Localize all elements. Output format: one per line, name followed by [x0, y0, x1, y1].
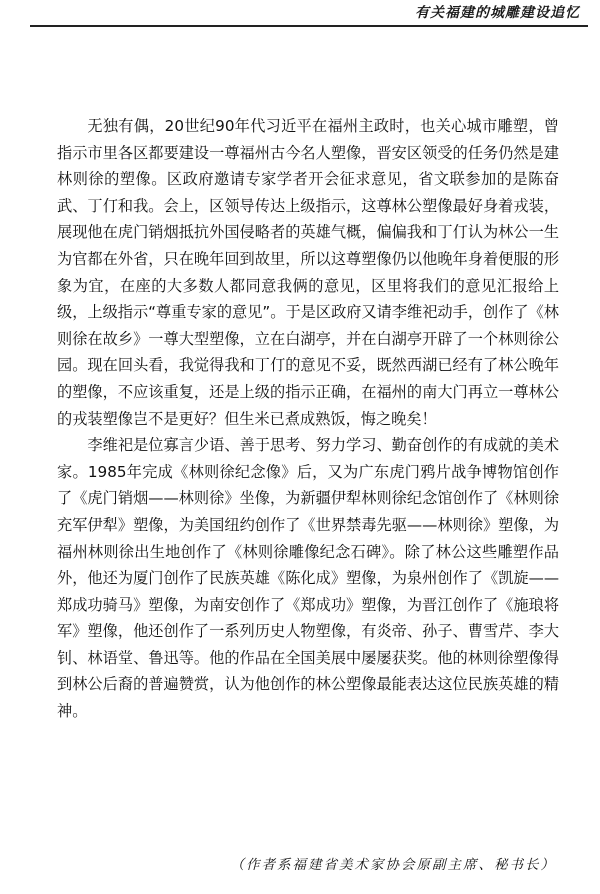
author-note: （作者系福建省美术家协会原副主席、秘书长）	[230, 857, 556, 873]
header-rule	[30, 25, 588, 27]
paragraph-1: 无独有偶，20世纪90年代习近平在福州主政时，也关心城市雕塑，曾指示市里各区都要建设一尊福州古今名人塑像，晋安区领受的任务仍然是建林则徐的塑像。区政府邀请专家学者开会征求意见，省文联参加的是陈奋武、丁仃和我。会上，区领导传达上级指示，这尊林公塑像最好身着戎装，展现他在虎门销烟抵抗外国侵略者的英雄气概，偏偏我和丁仃认为林公一生为官都在外省，只在晚年回到故里，所以这尊塑像仍以他晚年身着便服的形象为宜，在座的大多数人都同意我俩的意见，区里将我们的意见汇报给上级，上级指示“尊重专家的意见”。于是区政府又请李维祀动手，创作了《林则徐在故乡》一尊大型塑像，立在白湖亭，并在白湖亭开辟了一个林则徐公园。现在回头看，我觉得我和丁仃的意见不妥，既然西湖已经有了林公晚年的塑像，不应该重复，还是上级的指示正确，在福州的南大门再立一尊林公的戎装塑像岂不是更好？但生米已煮成熟饭，悔之晚矣！	[57, 117, 559, 428]
article-body	[57, 113, 559, 725]
running-header-title: 有关福建的城雕建设追忆	[415, 5, 580, 21]
paragraph-2: 李维祀是位寡言少语、善于思考、努力学习、勤奋创作的有成就的美术家。1985年完成《林则徐纪念像》后，又为广东虎门鸦片战争博物馆创作了《虎门销烟——林则徐》坐像，为新疆伊犁林则徐纪念馆创作了《林则徐充军伊犁》塑像，为美国纽约创作了《世界禁毒先驱——林则徐》塑像，为福州林则徐出生地创作了《林则徐雕像纪念石碑》。除了林公这些雕塑作品外，他还为厦门创作了民族英雄《陈化成》塑像，为泉州创作了《凯旋——郑成功骑马》塑像，为南安创作了《郑成功》塑像，为晋江创作了《施琅将军》塑像，他还创作了一系列历史人物塑像，有炎帝、孙子、曹雪芹、李大钊、林语堂、鲁迅等。他的作品在全国美展中屡屡获奖。他的林则徐塑像得到林公后裔的普遍赞赏，认为他创作的林公塑像最能表达这位民族英雄的精神。	[57, 436, 559, 721]
